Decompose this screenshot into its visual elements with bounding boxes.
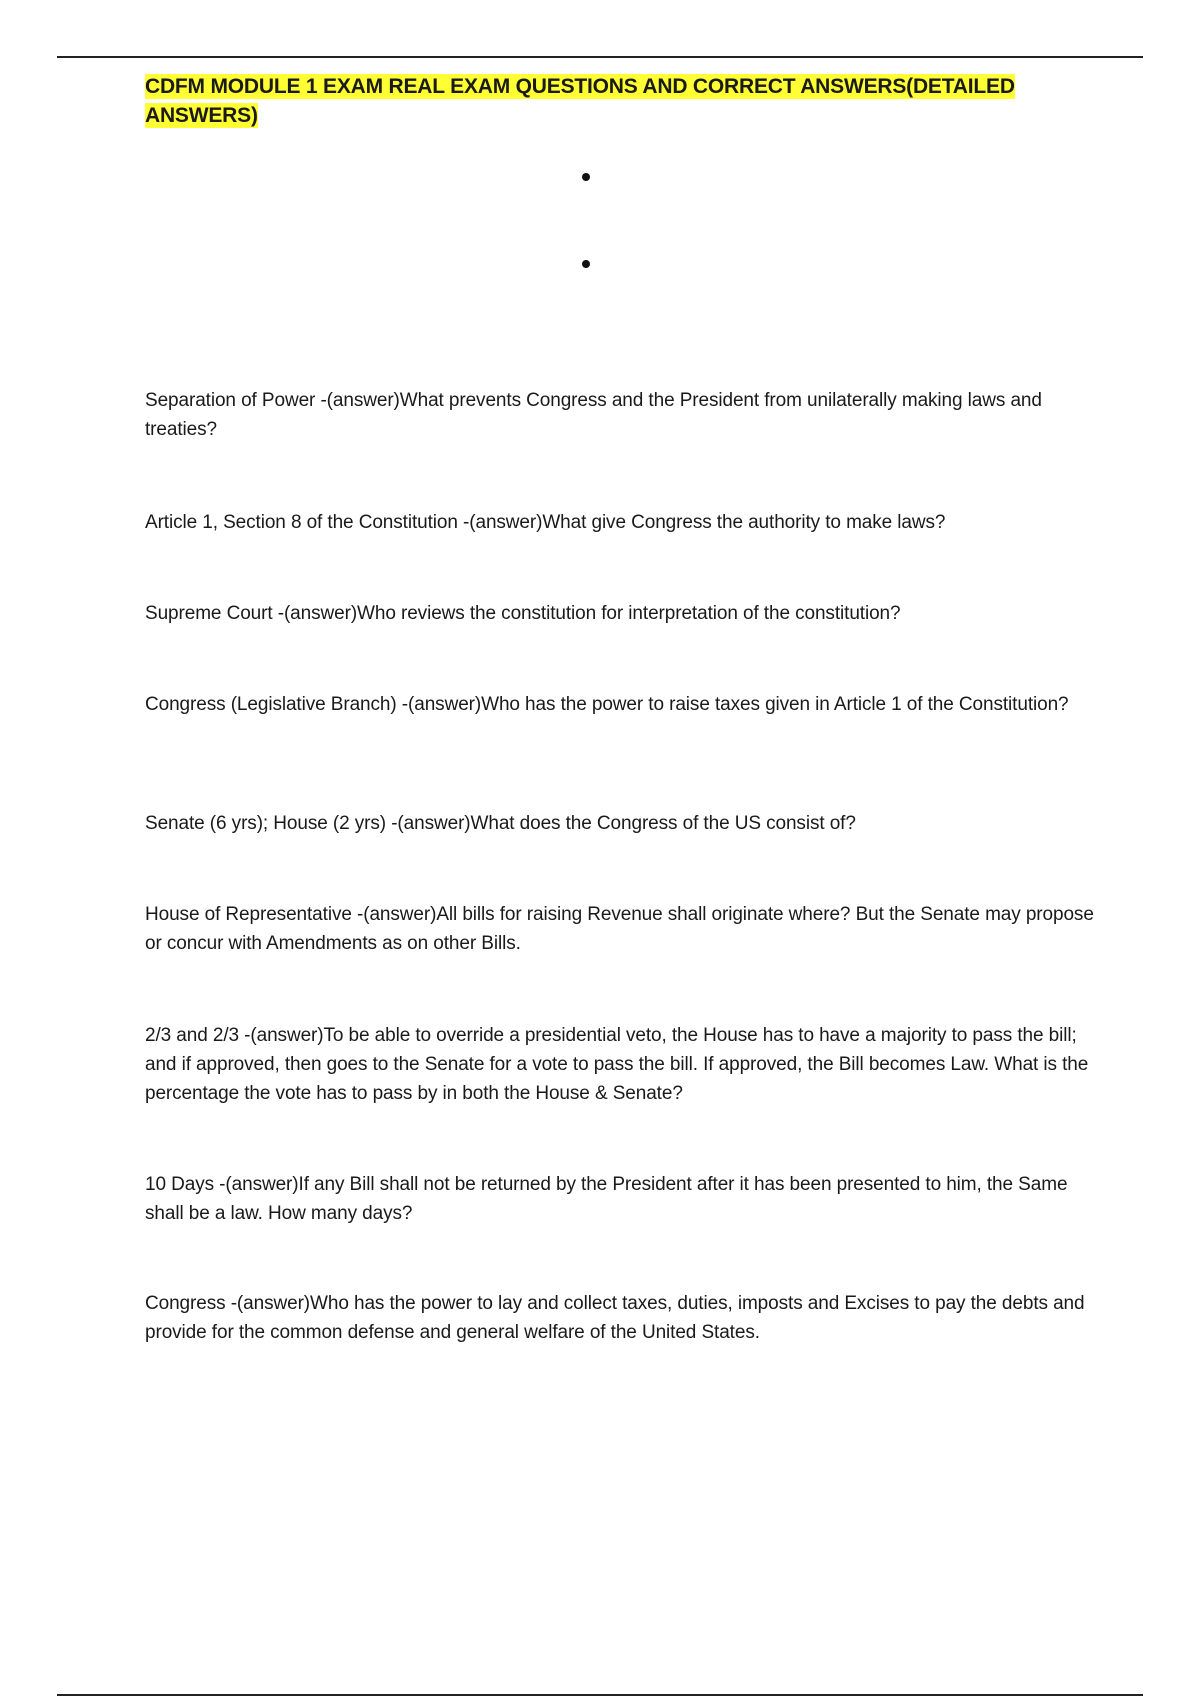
top-rule	[57, 56, 1143, 58]
bullet-point	[582, 173, 590, 181]
qa-item: 2/3 and 2/3 -(answer)To be able to override a presidential veto, the House has to have a majority to pass the bill; and if approved, then goes to the Senate for a vote to pass the bill. If approved, the Bill becomes Law. What is the percentage the vote has to pass by in both the House & Senate?	[145, 1025, 1089, 1104]
qa-item: Supreme Court -(answer)Who reviews the constitution for interpretation of the constitution?	[145, 603, 901, 624]
qa-item: 10 Days -(answer)If any Bill shall not be returned by the President after it has been presented to him, the Same shall be a law. How many days?	[145, 1174, 1068, 1224]
qa-item: Article 1, Section 8 of the Constitution -(answer)What give Congress the authority to make laws?	[145, 512, 946, 533]
bullet-point	[582, 260, 590, 268]
qa-item: Congress -(answer)Who has the power to lay and collect taxes, duties, imposts and Excises to pay the debts and provide for the common defense and general welfare of the United States.	[145, 1293, 1085, 1343]
document-title	[145, 72, 1065, 130]
title-highlight: CDFM MODULE 1 EXAM REAL EXAM QUESTIONS AND CORRECT ANSWERS(DETAILED ANSWERS)	[145, 75, 1015, 127]
bottom-rule	[57, 1694, 1143, 1696]
qa-item: Separation of Power -(answer)What prevents Congress and the President from unilaterally making laws and treaties?	[145, 390, 1042, 440]
qa-item: House of Representative -(answer)All bills for raising Revenue shall originate where? But the Senate may propose or concur with Amendments as on other Bills.	[145, 904, 1094, 954]
qa-item: Senate (6 yrs); House (2 yrs) -(answer)What does the Congress of the US consist of?	[145, 813, 856, 834]
qa-item: Congress (Legislative Branch) -(answer)Who has the power to raise taxes given in Article 1 of the Constitution?	[145, 694, 1069, 715]
